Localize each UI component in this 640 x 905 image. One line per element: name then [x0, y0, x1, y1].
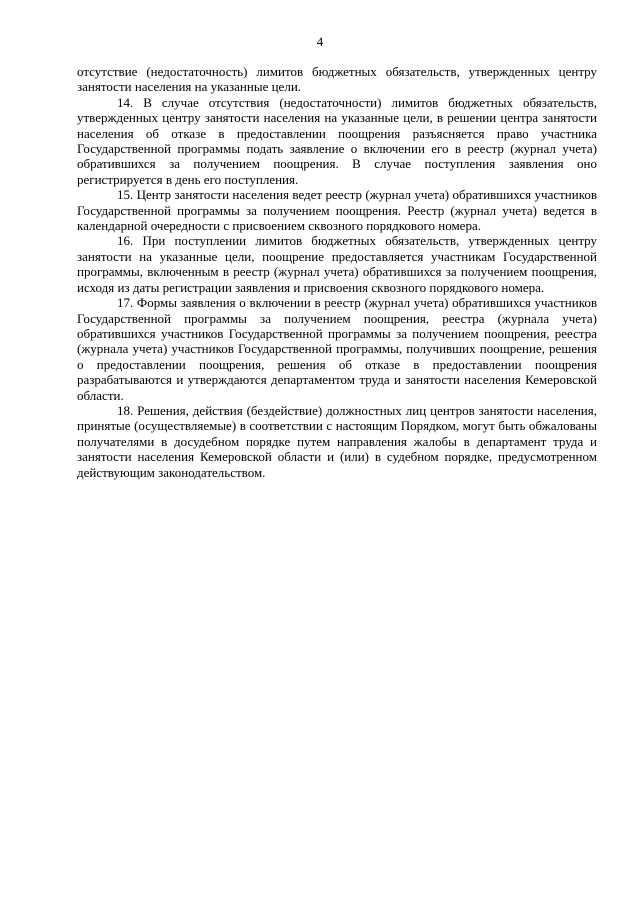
document-body	[77, 64, 597, 480]
paragraph-continuation: отсутствие (недостаточность) лимитов бюджетных обязательств, утвержденных центру занятости населения на указанные цели.	[77, 64, 597, 95]
paragraph-15: 15. Центр занятости населения ведет реестр (журнал учета) обратившихся участников Государственной программы за получением поощрения. Реестр (журнал учета) ведется в календарной очередности с присвоением сквозного порядкового номера.	[77, 187, 597, 234]
page-number: 4	[316, 34, 324, 49]
paragraph-17: 17. Формы заявления о включении в реестр (журнал учета) обратившихся участников Государственной программы за получением поощрения, реестра (журнала учета) обратившихся участников Государственной программы за получением поощрения, реестра (журнала учета) участников Государственной программы, получивших поощрение, решения о предоставлении поощрения, решения об отказе в предоставлении поощрения разрабатываются и утверждаются департаментом труда и занятости населения Кемеровской области.	[77, 295, 597, 403]
paragraph-14: 14. В случае отсутствия (недостаточности) лимитов бюджетных обязательств, утвержденных центру занятости населения на указанные цели, в решении центра занятости населения об отказе в предоставлении поощрения разъясняется право участника Государственной программы подать заявление о включении его в реестр (журнал учета) обратившихся за получением поощрения. В случае поступления заявления оно регистрируется в день его поступления.	[77, 94, 597, 187]
paragraph-16: 16. При поступлении лимитов бюджетных обязательств, утвержденных центру занятости на указанные цели, поощрение предоставляется участникам Государственной программы, включенным в реестр (журнал учета) обратившихся за получением поощрения, исходя из даты регистрации заявления и присвоения сквозного порядкового номера.	[77, 233, 597, 295]
paragraph-18: 18. Решения, действия (бездействие) должностных лиц центров занятости населения, принятые (осуществляемые) в соответствии с настоящим Порядком, могут быть обжалованы получателями в досудебном порядке путем направления жалобы в департамент труда и занятости населения Кемеровской области и (или) в судебном порядке, предусмотренном действующим законодательством.	[77, 402, 597, 480]
